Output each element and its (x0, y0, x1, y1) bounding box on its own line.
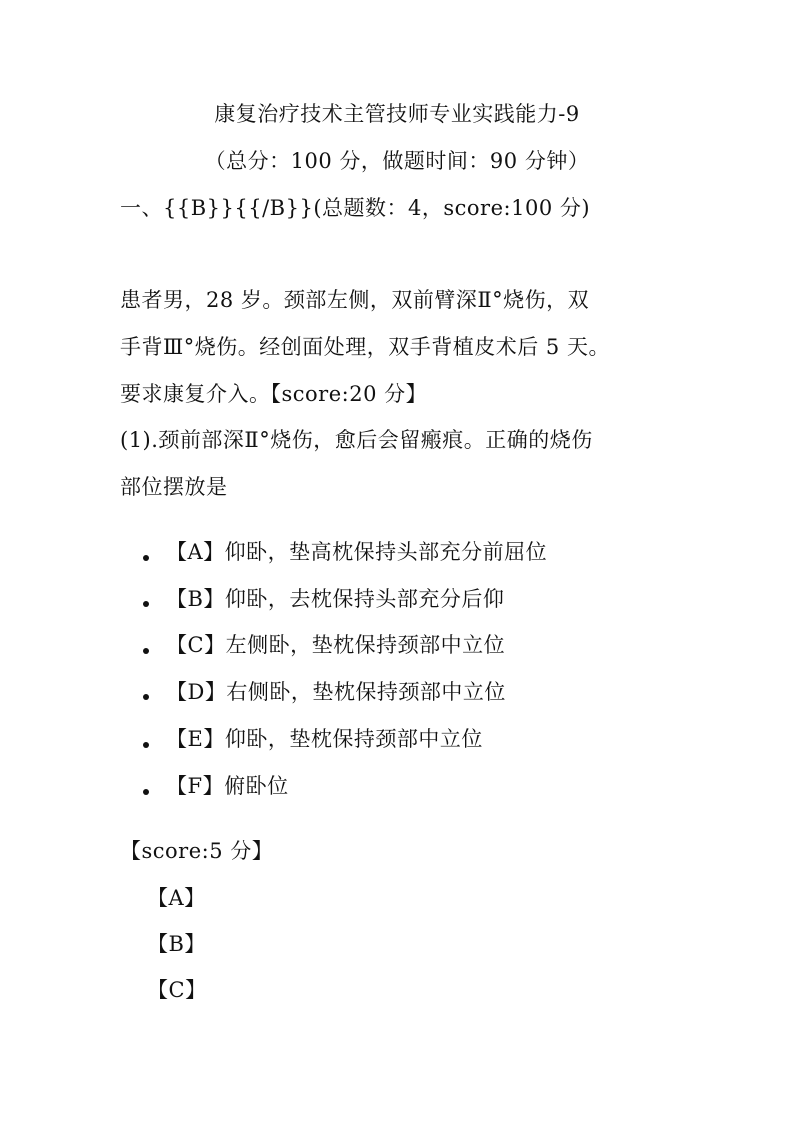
option-d: 【D】右侧卧，垫枕保持颈部中立位 (166, 680, 506, 704)
bullet-icon (143, 694, 149, 700)
bullet-icon (143, 555, 149, 561)
case-text-line-3: 要求康复介入。【score:20 分】 (120, 382, 428, 406)
bullet-icon (143, 789, 149, 795)
answer-item-b: 【B】 (147, 932, 206, 956)
option-e: 【E】仰卧，垫枕保持颈部中立位 (166, 727, 483, 751)
bullet-icon (143, 648, 149, 654)
document-title: 康复治疗技术主管技师专业实践能力-9 (214, 102, 580, 126)
bullet-icon (143, 742, 149, 748)
option-a: 【A】仰卧，垫高枕保持头部充分前屈位 (166, 540, 548, 564)
case-text-line-1: 患者男，28 岁。颈部左侧，双前臂深Ⅱ°烧伤，双 (120, 288, 590, 312)
option-c: 【C】左侧卧，垫枕保持颈部中立位 (166, 633, 506, 657)
answer-score: 【score:5 分】 (120, 839, 274, 863)
section-heading: 一、{{B}}{{/B}}(总题数：4，score:100 分) (120, 196, 591, 220)
option-f: 【F】俯卧位 (166, 774, 289, 798)
question-text-line-2: 部位摆放是 (120, 475, 228, 499)
question-text-line-1: (1).颈前部深Ⅱ°烧伤，愈后会留瘢痕。正确的烧伤 (120, 428, 593, 452)
answer-item-a: 【A】 (147, 886, 206, 910)
option-b: 【B】仰卧，去枕保持头部充分后仰 (166, 587, 505, 611)
case-text-line-2: 手背Ⅲ°烧伤。经创面处理，双手背植皮术后 5 天。 (120, 335, 610, 359)
document-subtitle: （总分：100 分，做题时间：90 分钟） (204, 149, 590, 173)
bullet-icon (143, 601, 149, 607)
answer-item-c: 【C】 (147, 978, 207, 1002)
